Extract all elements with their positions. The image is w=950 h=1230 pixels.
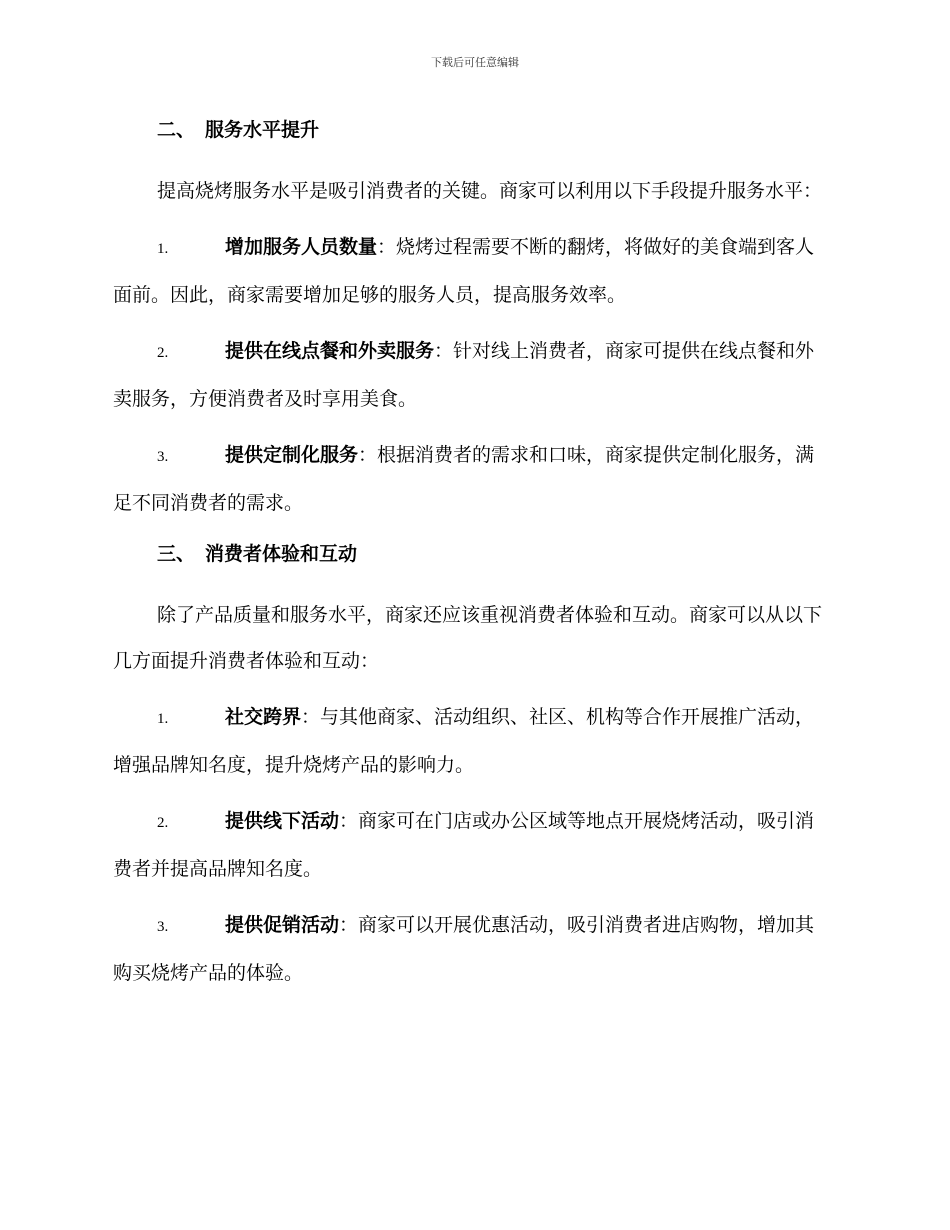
list-text: ：针对线上消费者，商家可提供在线点餐和外卖服务，方便消费者及时享用美食。 <box>113 340 815 410</box>
list-item <box>113 902 833 996</box>
list-number: 3. <box>157 449 169 465</box>
list-term: 提供定制化服务 <box>225 444 359 466</box>
list-text: ：商家可以开展优惠活动，吸引消费者进店购物，增加其购买烧烤产品的体验。 <box>113 914 815 984</box>
list-term: 增加服务人员数量 <box>225 236 378 258</box>
section-heading-service <box>113 112 833 148</box>
list-number: 2. <box>157 345 169 361</box>
page-header: 下载后可任意编辑 <box>431 56 519 69</box>
list-item <box>113 694 833 788</box>
section-number: 二、 <box>157 119 196 141</box>
section-heading-experience <box>113 536 833 572</box>
list-term: 提供促销活动 <box>225 914 340 936</box>
section-intro: 除了产品质量和服务水平，商家还应该重视消费者体验和互动。商家可以从以下几方面提升消费者体验和互动： <box>113 604 823 672</box>
section-number: 三、 <box>157 543 196 565</box>
list-text: ：烧烤过程需要不断的翻烤，将做好的美食端到客人面前。因此，商家需要增加足够的服务人员，提高服务效率。 <box>113 236 815 306</box>
list-item <box>113 798 833 892</box>
list-term: 社交跨界 <box>225 706 302 728</box>
list-number: 1. <box>157 241 169 257</box>
list-number: 3. <box>157 919 169 935</box>
list-item <box>113 328 833 422</box>
section-title: 消费者体验和互动 <box>205 543 358 565</box>
list-number: 2. <box>157 815 169 831</box>
list-number: 1. <box>157 711 169 727</box>
list-text: ：根据消费者的需求和口味，商家提供定制化服务，满足不同消费者的需求。 <box>113 444 815 514</box>
list-term: 提供线下活动 <box>225 810 340 832</box>
list-text: ：与其他商家、活动组织、社区、机构等合作开展推广活动，增强品牌知名度，提升烧烤产品的影响力。 <box>113 706 815 776</box>
section-title: 服务水平提升 <box>205 119 320 141</box>
section-intro: 提高烧烤服务水平是吸引消费者的关键。商家可以利用以下手段提升服务水平： <box>157 180 823 202</box>
list-item <box>113 224 833 318</box>
list-item <box>113 432 833 526</box>
document-body <box>113 112 833 1006</box>
list-text: ：商家可在门店或办公区域等地点开展烧烤活动，吸引消费者并提高品牌知名度。 <box>113 810 815 880</box>
list-term: 提供在线点餐和外卖服务 <box>225 340 435 362</box>
